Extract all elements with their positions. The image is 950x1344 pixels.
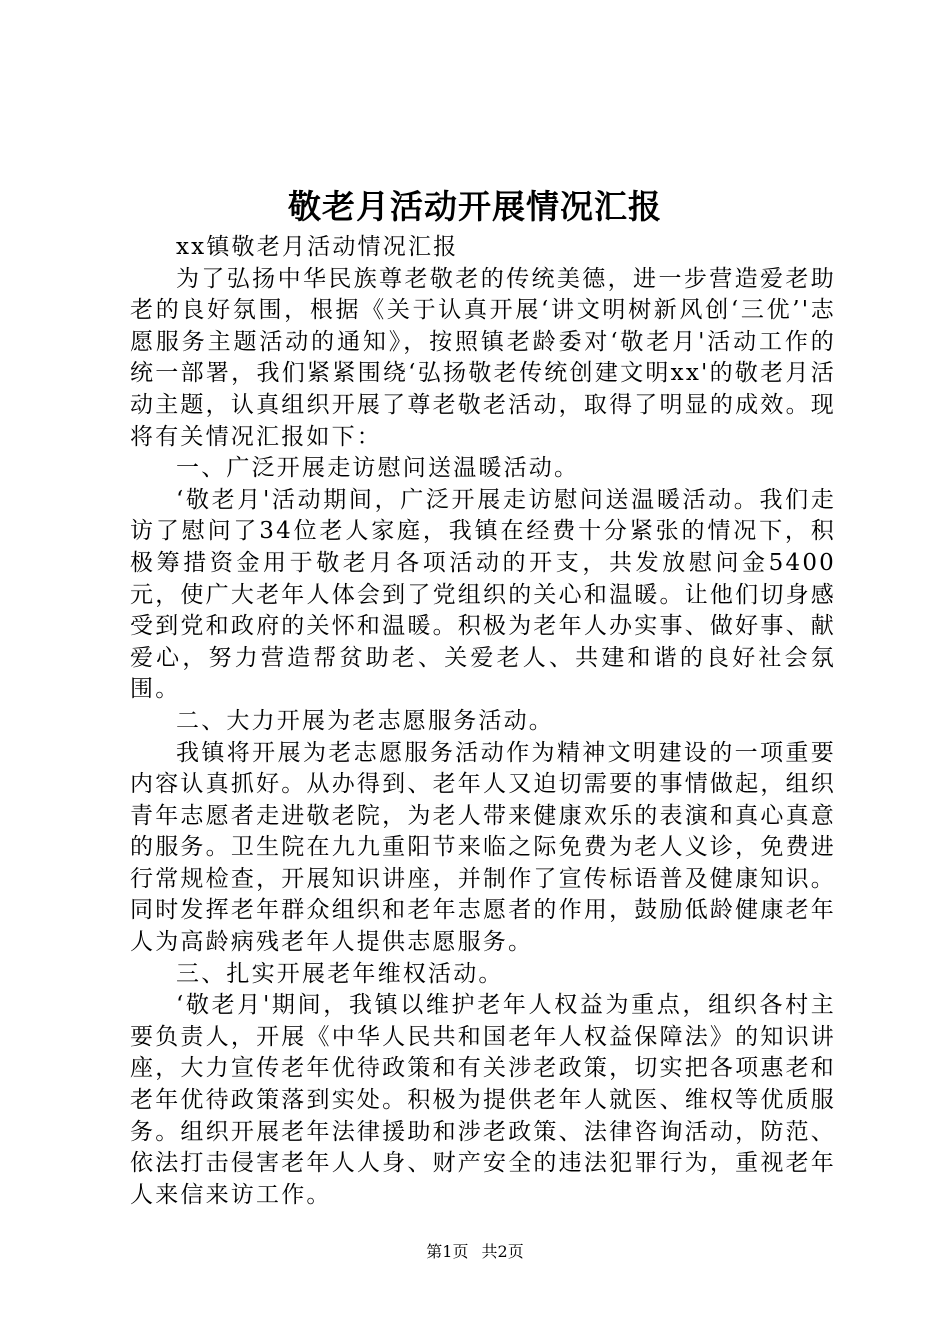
page-footer bbox=[0, 1240, 950, 1264]
section-heading-2: 二、大力开展为老志愿服务活动。 bbox=[176, 707, 554, 734]
document-subtitle: xx镇敬老月活动情况汇报 bbox=[176, 234, 459, 260]
page-number-total: 共2页 bbox=[481, 1242, 524, 1261]
section-heading-3: 三、扎实开展老年维权活动。 bbox=[176, 960, 504, 987]
document-body bbox=[130, 232, 836, 1211]
paragraph-section-2: 我镇将开展为老志愿服务活动作为精神文明建设的一项重要内容认真抓好。从办得到、老年人又迫切需要的事情做起，组织青年志愿者走进敬老院，为老人带来健康欢乐的表演和真心真意的服务。卫生院在九九重阳节来临之际免费为老人义诊，免费进行常规检查，开展知识讲座，并制作了宣传标语普及健康知识。同时发挥老年群众组织和老年志愿者的作用，鼓励低龄健康老年人为高龄病残老年人提供志愿服务。 bbox=[130, 739, 836, 956]
paragraph-intro: 为了弘扬中华民族尊老敬老的传统美德，进一步营造爱老助老的良好氛围，根据《关于认真开展‘讲文明树新风创‘三优’'志愿服务主题活动的通知》，按照镇老龄委对‘敬老月'活动工作的统一部署，我们紧紧围绕‘弘扬敬老传统创建文明xx'的敬老月活动主题，认真组织开展了尊老敬老活动，取得了明显的成效。现将有关情况汇报如下： bbox=[130, 265, 836, 450]
section-heading-1: 一、广泛开展走访慰问送温暖活动。 bbox=[176, 455, 580, 482]
paragraph-section-1: ‘敬老月'活动期间，广泛开展走访慰问送温暖活动。我们走访了慰问了34位老人家庭，我镇在经费十分紧张的情况下，积极筹措资金用于敬老月各项活动的开支，共发放慰问金5400元，使广大老年人体会到了党组织的关心和温暖。让他们切身感受到党和政府的关怀和温暖。积极为老年人办实事、做好事、献爱心，努力营造帮贫助老、关爱老人、共建和谐的良好社会氛围。 bbox=[130, 486, 836, 703]
page-number-current: 第1页 bbox=[426, 1242, 469, 1261]
document-title: 敬老月活动开展情况汇报 bbox=[288, 187, 662, 226]
paragraph-section-3: ‘敬老月'期间，我镇以维护老年人权益为重点，组织各村主要负责人，开展《中华人民共和国老年人权益保障法》的知识讲座，大力宣传老年优待政策和有关涉老政策，切实把各项惠老和老年优待政策落到实处。积极为提供老年人就医、维权等优质服务。组织开展老年法律援助和涉老政策、法律咨询活动，防范、依法打击侵害老年人人身、财产安全的违法犯罪行为，重视老年人来信来访工作。 bbox=[130, 992, 836, 1208]
